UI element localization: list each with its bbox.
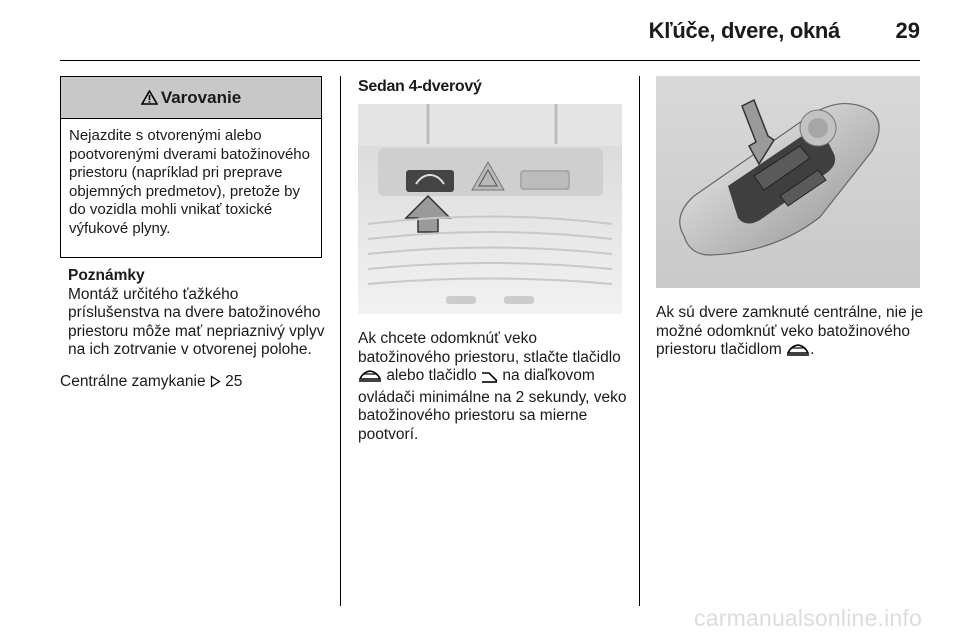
section-heading: Sedan 4-dverový	[358, 78, 482, 95]
note-text: Montáž určitého ťažkého príslušenstva na dvere batožinového priestoru môže mať nepriaznivý vplyv na ich zotrvanie v otvorenej polohe.	[68, 285, 325, 358]
trunk-unlock-paragraph	[358, 330, 628, 444]
car-trunk-icon	[358, 368, 382, 389]
central-lock-text-part2: .	[810, 341, 815, 358]
warning-box	[60, 76, 322, 258]
central-locking-page-ref: 25	[225, 373, 243, 390]
remote-key-illustration	[656, 76, 920, 288]
column-divider-right	[639, 76, 640, 606]
central-locking-reference[interactable]	[60, 373, 242, 392]
warning-text: Nejazdite s otvorenými alebo pootvorenými dverami batožinového priestoru (napríklad pri preprave objemných predmetov), pretože by do vozidla mohli vnikať toxické výfukové plyny.	[69, 127, 310, 237]
warning-triangle-icon	[141, 90, 158, 105]
trunk-unlock-text-part2: alebo tlačidlo	[386, 367, 477, 384]
note-block	[68, 267, 328, 360]
central-lock-trunk-paragraph	[656, 304, 926, 363]
car-trunk-icon-2	[786, 342, 810, 363]
header-divider	[60, 60, 920, 61]
watermark: carmanualsonline.info	[694, 605, 922, 631]
column-divider-left	[340, 76, 341, 606]
page-number: 29	[895, 18, 920, 43]
key-trunk-icon	[481, 370, 498, 389]
arrow-right-icon	[210, 373, 225, 390]
warning-title: Varovanie	[160, 87, 242, 107]
central-lock-text-part1: Ak sú dvere zamknuté centrálne, nie je možné odomknúť veko batožinového priestoru tlačidlom	[656, 304, 924, 358]
central-locking-label: Centrálne zamykanie	[60, 373, 206, 390]
dashboard-trunk-button-illustration	[358, 104, 622, 314]
trunk-unlock-text-part1: Ak chcete odomknúť veko batožinového priestoru, stlačte tlačidlo	[358, 330, 621, 366]
warning-header	[61, 77, 321, 119]
note-title: Poznámky	[68, 267, 145, 284]
page-header-title: Kľúče, dvere, okná	[648, 18, 840, 43]
trunk-unlock-text-part3: na diaľkovom ovládači minimálne na 2 sekundy, veko batožinového priestoru sa mierne pootvorí.	[358, 367, 627, 443]
